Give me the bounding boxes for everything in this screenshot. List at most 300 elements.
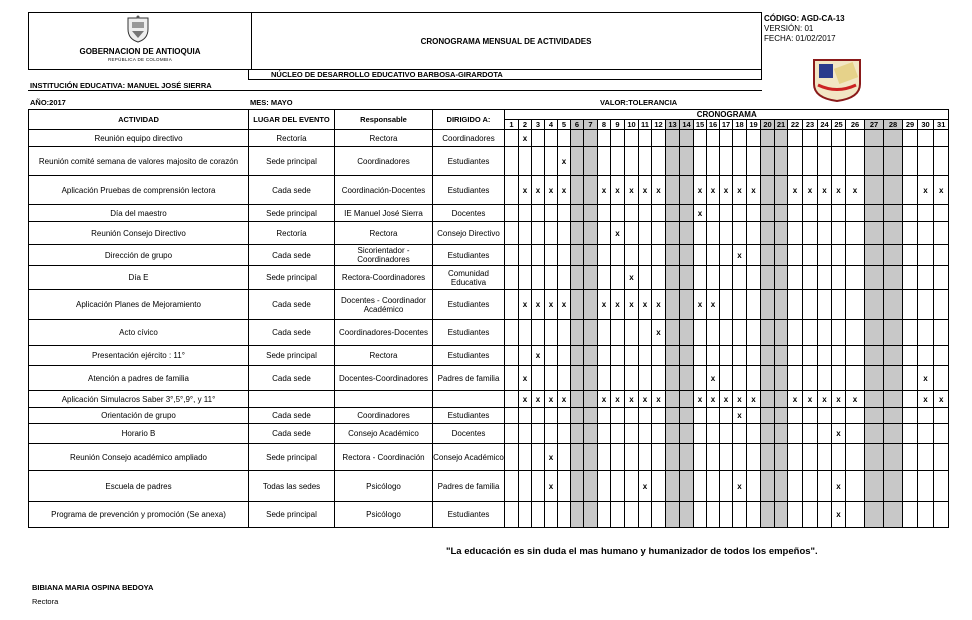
schedule-mark: x — [733, 245, 747, 266]
schedule-cell — [666, 130, 680, 147]
schedule-cell — [598, 424, 611, 444]
schedule-cell — [545, 245, 558, 266]
value-label: VALOR:TOLERANCIA — [600, 98, 678, 107]
schedule-cell — [803, 444, 818, 471]
table-row — [29, 502, 949, 528]
schedule-table — [28, 109, 949, 528]
schedule-cell — [903, 266, 918, 290]
day-header: 21 — [775, 120, 788, 130]
schedule-cell — [584, 471, 598, 502]
schedule-cell — [747, 444, 761, 471]
schedule-cell — [532, 424, 545, 444]
schedule-cell — [505, 266, 519, 290]
schedule-cell — [694, 444, 707, 471]
schedule-cell — [694, 147, 707, 176]
audience-cell: Padres de familia — [433, 471, 505, 502]
schedule-cell — [884, 346, 903, 366]
schedule-mark: x — [720, 176, 733, 205]
schedule-mark: x — [558, 147, 571, 176]
schedule-mark: x — [846, 176, 865, 205]
schedule-cell — [545, 130, 558, 147]
schedule-cell — [761, 205, 775, 222]
schedule-mark: x — [545, 391, 558, 408]
schedule-cell — [884, 176, 903, 205]
schedule-cell — [775, 424, 788, 444]
schedule-cell — [846, 346, 865, 366]
schedule-cell — [818, 222, 832, 245]
schedule-cell — [652, 205, 666, 222]
activity-cell: Presentación ejército : 11° — [29, 346, 249, 366]
schedule-cell — [832, 147, 846, 176]
schedule-mark: x — [611, 222, 625, 245]
page-title: CRONOGRAMA MENSUAL DE ACTIVIDADES — [420, 37, 592, 46]
place-cell: Sede principal — [249, 205, 335, 222]
day-header: 14 — [680, 120, 694, 130]
schedule-cell — [584, 245, 598, 266]
schedule-cell — [707, 222, 720, 245]
schedule-mark: x — [707, 176, 720, 205]
schedule-cell — [918, 130, 934, 147]
responsible-cell: Coordinadores-Docentes — [335, 320, 433, 346]
schedule-cell — [598, 444, 611, 471]
schedule-mark: x — [598, 290, 611, 320]
schedule-cell — [903, 502, 918, 528]
schedule-cell — [733, 222, 747, 245]
schedule-cell — [884, 408, 903, 424]
schedule-cell — [775, 130, 788, 147]
schedule-cell — [788, 222, 803, 245]
schedule-mark: x — [934, 391, 949, 408]
day-header: 11 — [639, 120, 652, 130]
day-header: 23 — [803, 120, 818, 130]
schedule-cell — [652, 130, 666, 147]
schedule-cell — [680, 471, 694, 502]
schedule-cell — [571, 502, 584, 528]
schedule-cell — [733, 290, 747, 320]
schedule-cell — [865, 502, 884, 528]
schedule-cell — [788, 147, 803, 176]
schedule-cell — [666, 444, 680, 471]
schedule-cell — [625, 130, 639, 147]
schedule-cell — [545, 222, 558, 245]
place-cell: Cada sede — [249, 176, 335, 205]
day-header: 29 — [903, 120, 918, 130]
activity-cell: Reunión Consejo Directivo — [29, 222, 249, 245]
schedule-cell — [707, 424, 720, 444]
schedule-cell — [803, 147, 818, 176]
schedule-cell — [846, 266, 865, 290]
day-header: 15 — [694, 120, 707, 130]
schedule-cell — [832, 130, 846, 147]
schedule-cell — [733, 130, 747, 147]
schedule-cell — [903, 391, 918, 408]
schedule-cell — [934, 424, 949, 444]
schedule-cell — [818, 408, 832, 424]
schedule-cell — [666, 290, 680, 320]
schedule-mark: x — [918, 391, 934, 408]
schedule-cell — [934, 320, 949, 346]
schedule-cell — [818, 444, 832, 471]
responsible-cell: Coordinadores — [335, 408, 433, 424]
schedule-cell — [598, 205, 611, 222]
day-header: 31 — [934, 120, 949, 130]
day-header: 28 — [884, 120, 903, 130]
schedule-cell — [652, 408, 666, 424]
audience-cell: Estudiantes — [433, 502, 505, 528]
schedule-cell — [545, 366, 558, 391]
place-cell: Cada sede — [249, 366, 335, 391]
schedule-cell — [903, 471, 918, 502]
activity-cell: Día del maestro — [29, 205, 249, 222]
doc-version: VERSIÓN: 01 — [764, 24, 814, 33]
schedule-cell — [846, 130, 865, 147]
schedule-cell — [532, 147, 545, 176]
responsible-cell: Rectora — [335, 346, 433, 366]
schedule-cell — [775, 408, 788, 424]
schedule-mark: x — [694, 391, 707, 408]
schedule-cell — [775, 266, 788, 290]
schedule-cell — [532, 222, 545, 245]
schedule-cell — [832, 266, 846, 290]
schedule-mark: x — [832, 502, 846, 528]
schedule-cell — [666, 266, 680, 290]
schedule-cell — [680, 424, 694, 444]
schedule-cell — [747, 147, 761, 176]
schedule-cell — [558, 366, 571, 391]
institution-label: INSTITUCIÓN EDUCATIVA: MANUEL JOSÉ SIERRA — [28, 80, 762, 91]
table-row — [29, 176, 949, 205]
schedule-mark: x — [733, 471, 747, 502]
schedule-cell — [884, 444, 903, 471]
schedule-cell — [571, 320, 584, 346]
schedule-cell — [505, 205, 519, 222]
schedule-cell — [611, 471, 625, 502]
schedule-cell — [788, 205, 803, 222]
day-header: 20 — [761, 120, 775, 130]
schedule-cell — [598, 408, 611, 424]
schedule-cell — [865, 176, 884, 205]
activity-cell: Programa de prevención y promoción (Se anexa) — [29, 502, 249, 528]
coat-of-arms-icon — [125, 15, 151, 43]
schedule-cell — [558, 130, 571, 147]
responsible-cell: IE Manuel José Sierra — [335, 205, 433, 222]
schedule-mark: x — [532, 176, 545, 205]
schedule-cell — [694, 346, 707, 366]
schedule-cell — [666, 245, 680, 266]
header-row-1 — [29, 110, 949, 120]
schedule-cell — [832, 366, 846, 391]
audience-cell: Consejo Académico — [433, 444, 505, 471]
schedule-cell — [639, 222, 652, 245]
schedule-cell — [788, 245, 803, 266]
schedule-mark: x — [832, 391, 846, 408]
schedule-cell — [652, 222, 666, 245]
schedule-cell — [733, 147, 747, 176]
schedule-mark: x — [818, 176, 832, 205]
schedule-cell — [818, 266, 832, 290]
schedule-mark: x — [707, 391, 720, 408]
schedule-cell — [666, 205, 680, 222]
schedule-mark: x — [532, 346, 545, 366]
col-header-actividad: ACTIVIDAD — [29, 110, 249, 130]
schedule-cell — [934, 408, 949, 424]
schedule-cell — [680, 245, 694, 266]
responsible-cell: Consejo Académico — [335, 424, 433, 444]
schedule-cell — [818, 320, 832, 346]
schedule-cell — [558, 245, 571, 266]
schedule-cell — [505, 147, 519, 176]
schedule-mark: x — [707, 366, 720, 391]
place-cell: Cada sede — [249, 245, 335, 266]
schedule-cell — [720, 502, 733, 528]
schedule-cell — [846, 444, 865, 471]
schedule-cell — [694, 502, 707, 528]
day-header: 22 — [788, 120, 803, 130]
schedule-cell — [903, 346, 918, 366]
schedule-cell — [747, 205, 761, 222]
day-header: 2 — [519, 120, 532, 130]
schedule-cell — [720, 245, 733, 266]
motto-quote: "La educación es sin duda el mas humano y humanizador de todos los empeños". — [446, 546, 818, 557]
schedule-cell — [625, 147, 639, 176]
schedule-cell — [666, 147, 680, 176]
schedule-cell — [505, 391, 519, 408]
schedule-cell — [625, 424, 639, 444]
schedule-cell — [505, 346, 519, 366]
day-header: 19 — [747, 120, 761, 130]
org-name: GOBERNACION DE ANTIOQUIA — [79, 47, 201, 56]
schedule-cell — [761, 366, 775, 391]
schedule-cell — [832, 444, 846, 471]
schedule-cell — [532, 130, 545, 147]
schedule-cell — [625, 444, 639, 471]
schedule-cell — [639, 424, 652, 444]
activity-cell: Día E — [29, 266, 249, 290]
schedule-cell — [694, 245, 707, 266]
schedule-mark: x — [532, 290, 545, 320]
schedule-cell — [598, 245, 611, 266]
schedule-mark: x — [519, 391, 532, 408]
schedule-cell — [775, 502, 788, 528]
schedule-cell — [846, 366, 865, 391]
schedule-mark: x — [918, 366, 934, 391]
schedule-cell — [846, 290, 865, 320]
audience-cell: Estudiantes — [433, 290, 505, 320]
schedule-cell — [865, 320, 884, 346]
schedule-cell — [571, 205, 584, 222]
schedule-cell — [558, 266, 571, 290]
schedule-cell — [558, 502, 571, 528]
schedule-cell — [532, 205, 545, 222]
schedule-cell — [720, 222, 733, 245]
schedule-cell — [846, 424, 865, 444]
schedule-cell — [846, 502, 865, 528]
schedule-cell — [505, 290, 519, 320]
responsible-cell: Sicorientador - Coordinadores — [335, 245, 433, 266]
schedule-cell — [733, 266, 747, 290]
schedule-cell — [720, 471, 733, 502]
schedule-mark: x — [639, 176, 652, 205]
schedule-cell — [865, 205, 884, 222]
schedule-cell — [761, 444, 775, 471]
activity-cell: Reunión Consejo académico ampliado — [29, 444, 249, 471]
schedule-mark: x — [532, 391, 545, 408]
schedule-cell — [505, 408, 519, 424]
day-header: 24 — [818, 120, 832, 130]
schedule-mark: x — [818, 391, 832, 408]
schedule-cell — [865, 222, 884, 245]
schedule-cell — [803, 320, 818, 346]
schedule-cell — [761, 346, 775, 366]
schedule-cell — [788, 471, 803, 502]
responsible-cell: Rectora - Coordinación — [335, 444, 433, 471]
schedule-cell — [788, 266, 803, 290]
schedule-cell — [639, 366, 652, 391]
schedule-cell — [571, 147, 584, 176]
schedule-cell — [680, 290, 694, 320]
schedule-cell — [761, 391, 775, 408]
schedule-cell — [803, 245, 818, 266]
schedule-cell — [832, 290, 846, 320]
day-header: 9 — [611, 120, 625, 130]
schedule-cell — [775, 471, 788, 502]
day-header: 1 — [505, 120, 519, 130]
schedule-cell — [694, 424, 707, 444]
schedule-cell — [747, 366, 761, 391]
schedule-cell — [884, 471, 903, 502]
schedule-cell — [747, 245, 761, 266]
responsible-cell: Psicólogo — [335, 502, 433, 528]
schedule-mark: x — [598, 176, 611, 205]
responsible-cell: Coordinadores — [335, 147, 433, 176]
schedule-cell — [832, 245, 846, 266]
schedule-cell — [918, 147, 934, 176]
schedule-cell — [865, 408, 884, 424]
schedule-cell — [918, 408, 934, 424]
schedule-cell — [519, 502, 532, 528]
schedule-cell — [639, 147, 652, 176]
schedule-cell — [803, 502, 818, 528]
schedule-cell — [918, 471, 934, 502]
table-row — [29, 130, 949, 147]
schedule-cell — [846, 408, 865, 424]
schedule-cell — [666, 366, 680, 391]
schedule-mark: x — [652, 290, 666, 320]
schedule-cell — [803, 471, 818, 502]
day-header: 27 — [865, 120, 884, 130]
schedule-mark: x — [519, 366, 532, 391]
schedule-cell — [652, 147, 666, 176]
schedule-cell — [818, 130, 832, 147]
schedule-cell — [505, 366, 519, 391]
schedule-mark: x — [598, 391, 611, 408]
doc-code: CÓDIGO: AGD-CA-13 — [764, 14, 845, 23]
schedule-cell — [934, 205, 949, 222]
schedule-cell — [733, 366, 747, 391]
schedule-cell — [545, 147, 558, 176]
schedule-cell — [505, 222, 519, 245]
schedule-cell — [611, 366, 625, 391]
audience-cell: Padres de familia — [433, 366, 505, 391]
schedule-cell — [666, 471, 680, 502]
schedule-cell — [818, 205, 832, 222]
schedule-cell — [761, 176, 775, 205]
schedule-cell — [532, 320, 545, 346]
schedule-cell — [680, 222, 694, 245]
schedule-cell — [846, 245, 865, 266]
day-header: 7 — [584, 120, 598, 130]
schedule-cell — [720, 408, 733, 424]
schedule-cell — [747, 502, 761, 528]
schedule-cell — [903, 290, 918, 320]
schedule-mark: x — [733, 391, 747, 408]
schedule-mark: x — [625, 176, 639, 205]
schedule-cell — [611, 147, 625, 176]
schedule-cell — [571, 222, 584, 245]
year-label: AÑO:2017 — [30, 98, 66, 107]
schedule-cell — [545, 408, 558, 424]
schedule-cell — [803, 205, 818, 222]
schedule-cell — [775, 346, 788, 366]
schedule-cell — [884, 366, 903, 391]
schedule-cell — [625, 366, 639, 391]
col-header-dirigido: DIRIGIDO A: — [433, 110, 505, 130]
schedule-cell — [532, 471, 545, 502]
activity-cell: Orientación de grupo — [29, 408, 249, 424]
place-cell: Rectoría — [249, 222, 335, 245]
schedule-cell — [519, 147, 532, 176]
schedule-cell — [884, 245, 903, 266]
schedule-cell — [720, 366, 733, 391]
schedule-cell — [558, 471, 571, 502]
month-label: MES: MAYO — [250, 98, 293, 107]
schedule-cell — [519, 444, 532, 471]
schedule-mark: x — [747, 176, 761, 205]
schedule-cell — [652, 424, 666, 444]
schedule-cell — [666, 408, 680, 424]
day-header: 25 — [832, 120, 846, 130]
schedule-cell — [846, 147, 865, 176]
schedule-cell — [639, 266, 652, 290]
schedule-mark: x — [519, 176, 532, 205]
schedule-cell — [884, 147, 903, 176]
schedule-cell — [733, 320, 747, 346]
schedule-cell — [505, 176, 519, 205]
schedule-cell — [652, 366, 666, 391]
day-header: 13 — [666, 120, 680, 130]
table-row — [29, 245, 949, 266]
schedule-cell — [707, 471, 720, 502]
schedule-mark: x — [611, 290, 625, 320]
schedule-mark: x — [733, 176, 747, 205]
schedule-cell — [611, 408, 625, 424]
place-cell: Sede principal — [249, 147, 335, 176]
table-row — [29, 147, 949, 176]
schedule-cell — [884, 502, 903, 528]
schedule-cell — [788, 346, 803, 366]
schedule-mark: x — [694, 176, 707, 205]
schedule-cell — [903, 366, 918, 391]
schedule-cell — [558, 408, 571, 424]
schedule-cell — [694, 471, 707, 502]
schedule-cell — [918, 245, 934, 266]
schedule-cell — [652, 444, 666, 471]
day-header: 4 — [545, 120, 558, 130]
schedule-mark: x — [788, 391, 803, 408]
schedule-cell — [832, 222, 846, 245]
audience-cell: Docentes — [433, 424, 505, 444]
schedule-cell — [934, 471, 949, 502]
